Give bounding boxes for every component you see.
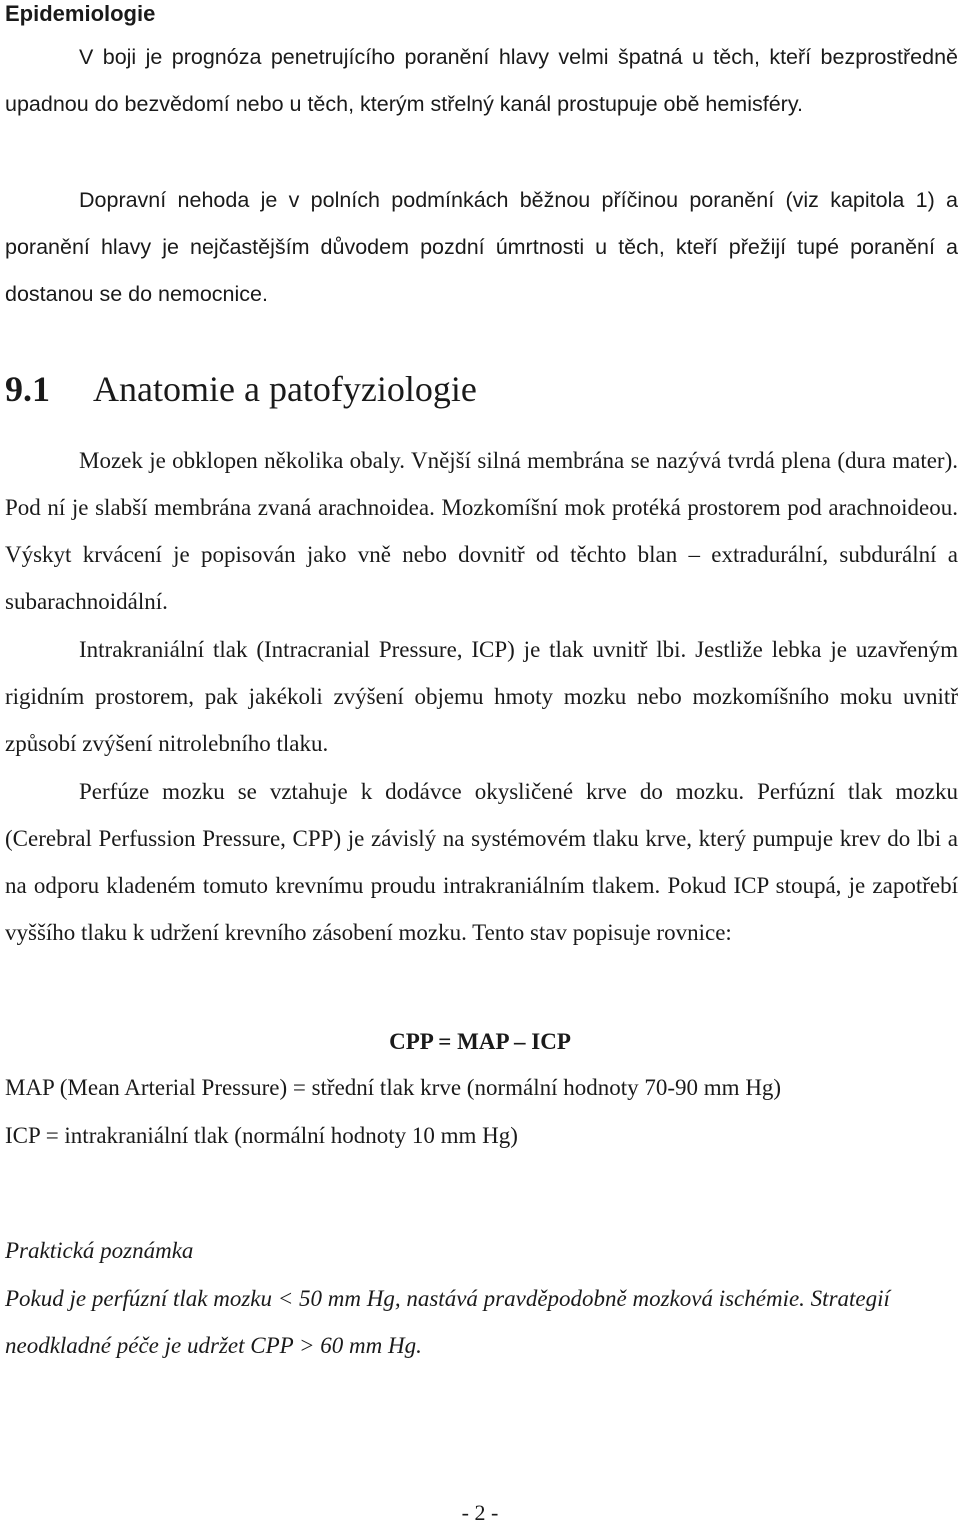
definition-map: MAP (Mean Arterial Pressure) = střední tlak krve (normální hodnoty 70-90 mm Hg) xyxy=(5,1075,782,1100)
anatomy-paragraph-1: Mozek je obklopen několika obaly. Vnější silná membrána se nazývá tvrdá plena (dura mater). Pod ní je slabší membrána zvaná arachnoidea. Mozkomíšní mok protéká prostorem pod arachnoideou. Výskyt krvácení je popisován jako vně nebo dovnitř od těchto blan – extradurální, subdurální a subarachnoidální. xyxy=(5,448,958,614)
chapter-title: Anatomie a patofyziologie xyxy=(93,369,477,409)
definition-icp: ICP = intrakraniální tlak (normální hodnoty 10 mm Hg) xyxy=(5,1123,518,1148)
note-text: Pokud je perfúzní tlak mozku < 50 mm Hg, nastává pravděpodobně mozková ischémie. Strategií neodkladné péče je udržet CPP > 60 mm Hg. xyxy=(5,1286,890,1358)
page-number: - 2 - xyxy=(461,1500,499,1525)
epidemiology-paragraph-1: V boji je prognóza penetrujícího poranění hlavy velmi špatná u těch, kteří bezprostředně upadnou do bezvědomí nebo u těch, kterým střelný kanál prostupuje obě hemisféry. xyxy=(5,45,958,116)
anatomy-paragraph-2: Intrakraniální tlak (Intracranial Pressure, ICP) je tlak uvnitř lbi. Jestliže lebka je uzavřeným rigidním prostorem, pak jakékoli zvýšení objemu hmoty mozku nebo mozkomíšního moku uvnitř způsobí zvýšení nitrolebního tlaku. xyxy=(5,637,958,756)
chapter-number: 9.1 xyxy=(5,369,50,409)
note-title: Praktická poznámka xyxy=(5,1238,194,1263)
chapter-heading xyxy=(5,364,477,414)
section-heading: Epidemiologie xyxy=(5,1,156,26)
anatomy-paragraph-3: Perfúze mozku se vztahuje k dodávce okysličené krve do mozku. Perfúzní tlak mozku (Cerebral Perfussion Pressure, CPP) je závislý na systémovém tlaku krve, který pumpuje krev do lbi a na odporu kladeném tomuto krevnímu proudu intrakraniálním tlakem. Pokud ICP stoupá, je zapotřebí vyššího tlaku k udržení krevního zásobení mozku. Tento stav popisuje rovnice: xyxy=(5,779,958,945)
epidemiology-paragraph-2: Dopravní nehoda je v polních podmínkách běžnou příčinou poranění (viz kapitola 1) a poranění hlavy je nejčastějším důvodem pozdní úmrtnosti u těch, kteří přežijí tupé poranění a dostanou se do nemocnice. xyxy=(5,188,958,306)
cpp-equation: CPP = MAP – ICP xyxy=(389,1029,571,1054)
